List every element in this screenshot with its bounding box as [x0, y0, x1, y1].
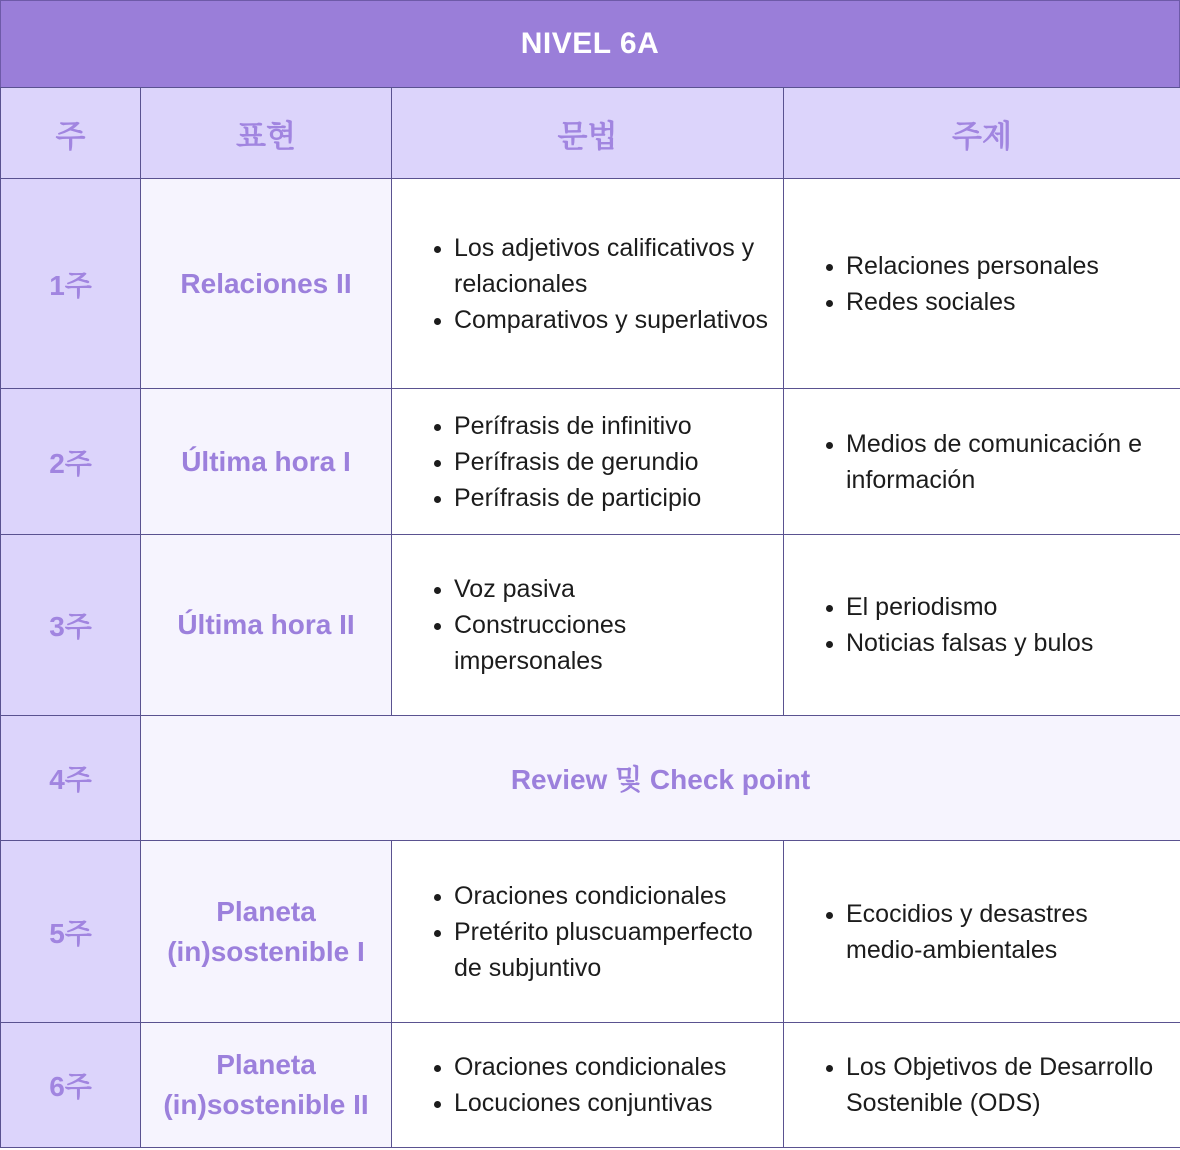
list-item: • Noticias falsas y bulos — [846, 625, 1170, 661]
topic-cell — [784, 841, 1180, 1023]
header-grammar: 문법 — [392, 88, 784, 179]
grammar-cell — [392, 389, 784, 535]
topic-cell — [784, 179, 1180, 389]
list-item: • El periodismo — [846, 589, 1170, 625]
curriculum-table — [0, 87, 1180, 1148]
list-item: • Redes sociales — [846, 284, 1170, 320]
list-item: • Pretérito pluscuamperfecto de subjuntivo — [454, 914, 773, 986]
grammar-cell — [392, 1023, 784, 1148]
expression-cell — [141, 1023, 392, 1148]
page-title: NIVEL 6A — [0, 0, 1180, 88]
week-cell: 1주 — [1, 179, 141, 389]
week-cell: 4주 — [1, 716, 141, 841]
list-item: • Comparativos y superlativos — [454, 302, 773, 338]
list-item: • Medios de comunicación e información — [846, 426, 1170, 498]
list-item: • Oraciones condicionales — [454, 878, 773, 914]
expression-cell: Relaciones II — [141, 179, 392, 389]
expression-line: (in)sostenible I — [167, 935, 365, 967]
list-item: • Perífrasis de participio — [454, 480, 773, 516]
list-item: • Perífrasis de infinitivo — [454, 408, 773, 444]
list-item: • Ecocidios y desastres medio-ambientales — [846, 896, 1170, 968]
review-cell: Review 및 Check point — [141, 716, 1180, 841]
list-item: • Los adjetivos calificativos y relacionales — [454, 230, 773, 302]
list-item: • Perífrasis de gerundio — [454, 444, 773, 480]
week-cell: 2주 — [1, 389, 141, 535]
list-item: • Oraciones condicionales — [454, 1049, 773, 1085]
expression-cell — [141, 841, 392, 1023]
week-cell: 3주 — [1, 535, 141, 716]
topic-cell — [784, 389, 1180, 535]
list-item: • Locuciones conjuntivas — [454, 1085, 773, 1121]
header-row — [1, 88, 1180, 179]
grammar-cell — [392, 535, 784, 716]
table-row — [1, 841, 1180, 1023]
expression-line: Planeta — [216, 1049, 316, 1080]
table-row — [1, 1023, 1180, 1148]
topic-cell — [784, 535, 1180, 716]
week-cell: 5주 — [1, 841, 141, 1023]
expression-cell: Última hora II — [141, 535, 392, 716]
table-row — [1, 179, 1180, 389]
header-topic: 주제 — [784, 88, 1180, 179]
expression-line: (in)sostenible II — [163, 1089, 369, 1120]
week-cell: 6주 — [1, 1023, 141, 1148]
grammar-cell — [392, 841, 784, 1023]
table-row — [1, 716, 1180, 841]
topic-cell — [784, 1023, 1180, 1148]
table-row — [1, 535, 1180, 716]
expression-cell: Última hora I — [141, 389, 392, 535]
list-item: • Relaciones personales — [846, 248, 1170, 284]
grammar-cell — [392, 179, 784, 389]
header-week: 주 — [1, 88, 141, 179]
list-item: • Construcciones impersonales — [454, 607, 773, 679]
table-row — [1, 389, 1180, 535]
list-item: • Los Objetivos de Desarrollo Sostenible (ODS) — [846, 1049, 1170, 1121]
header-expression: 표현 — [141, 88, 392, 179]
list-item: • Voz pasiva — [454, 571, 773, 607]
expression-line: Planeta — [216, 895, 316, 927]
